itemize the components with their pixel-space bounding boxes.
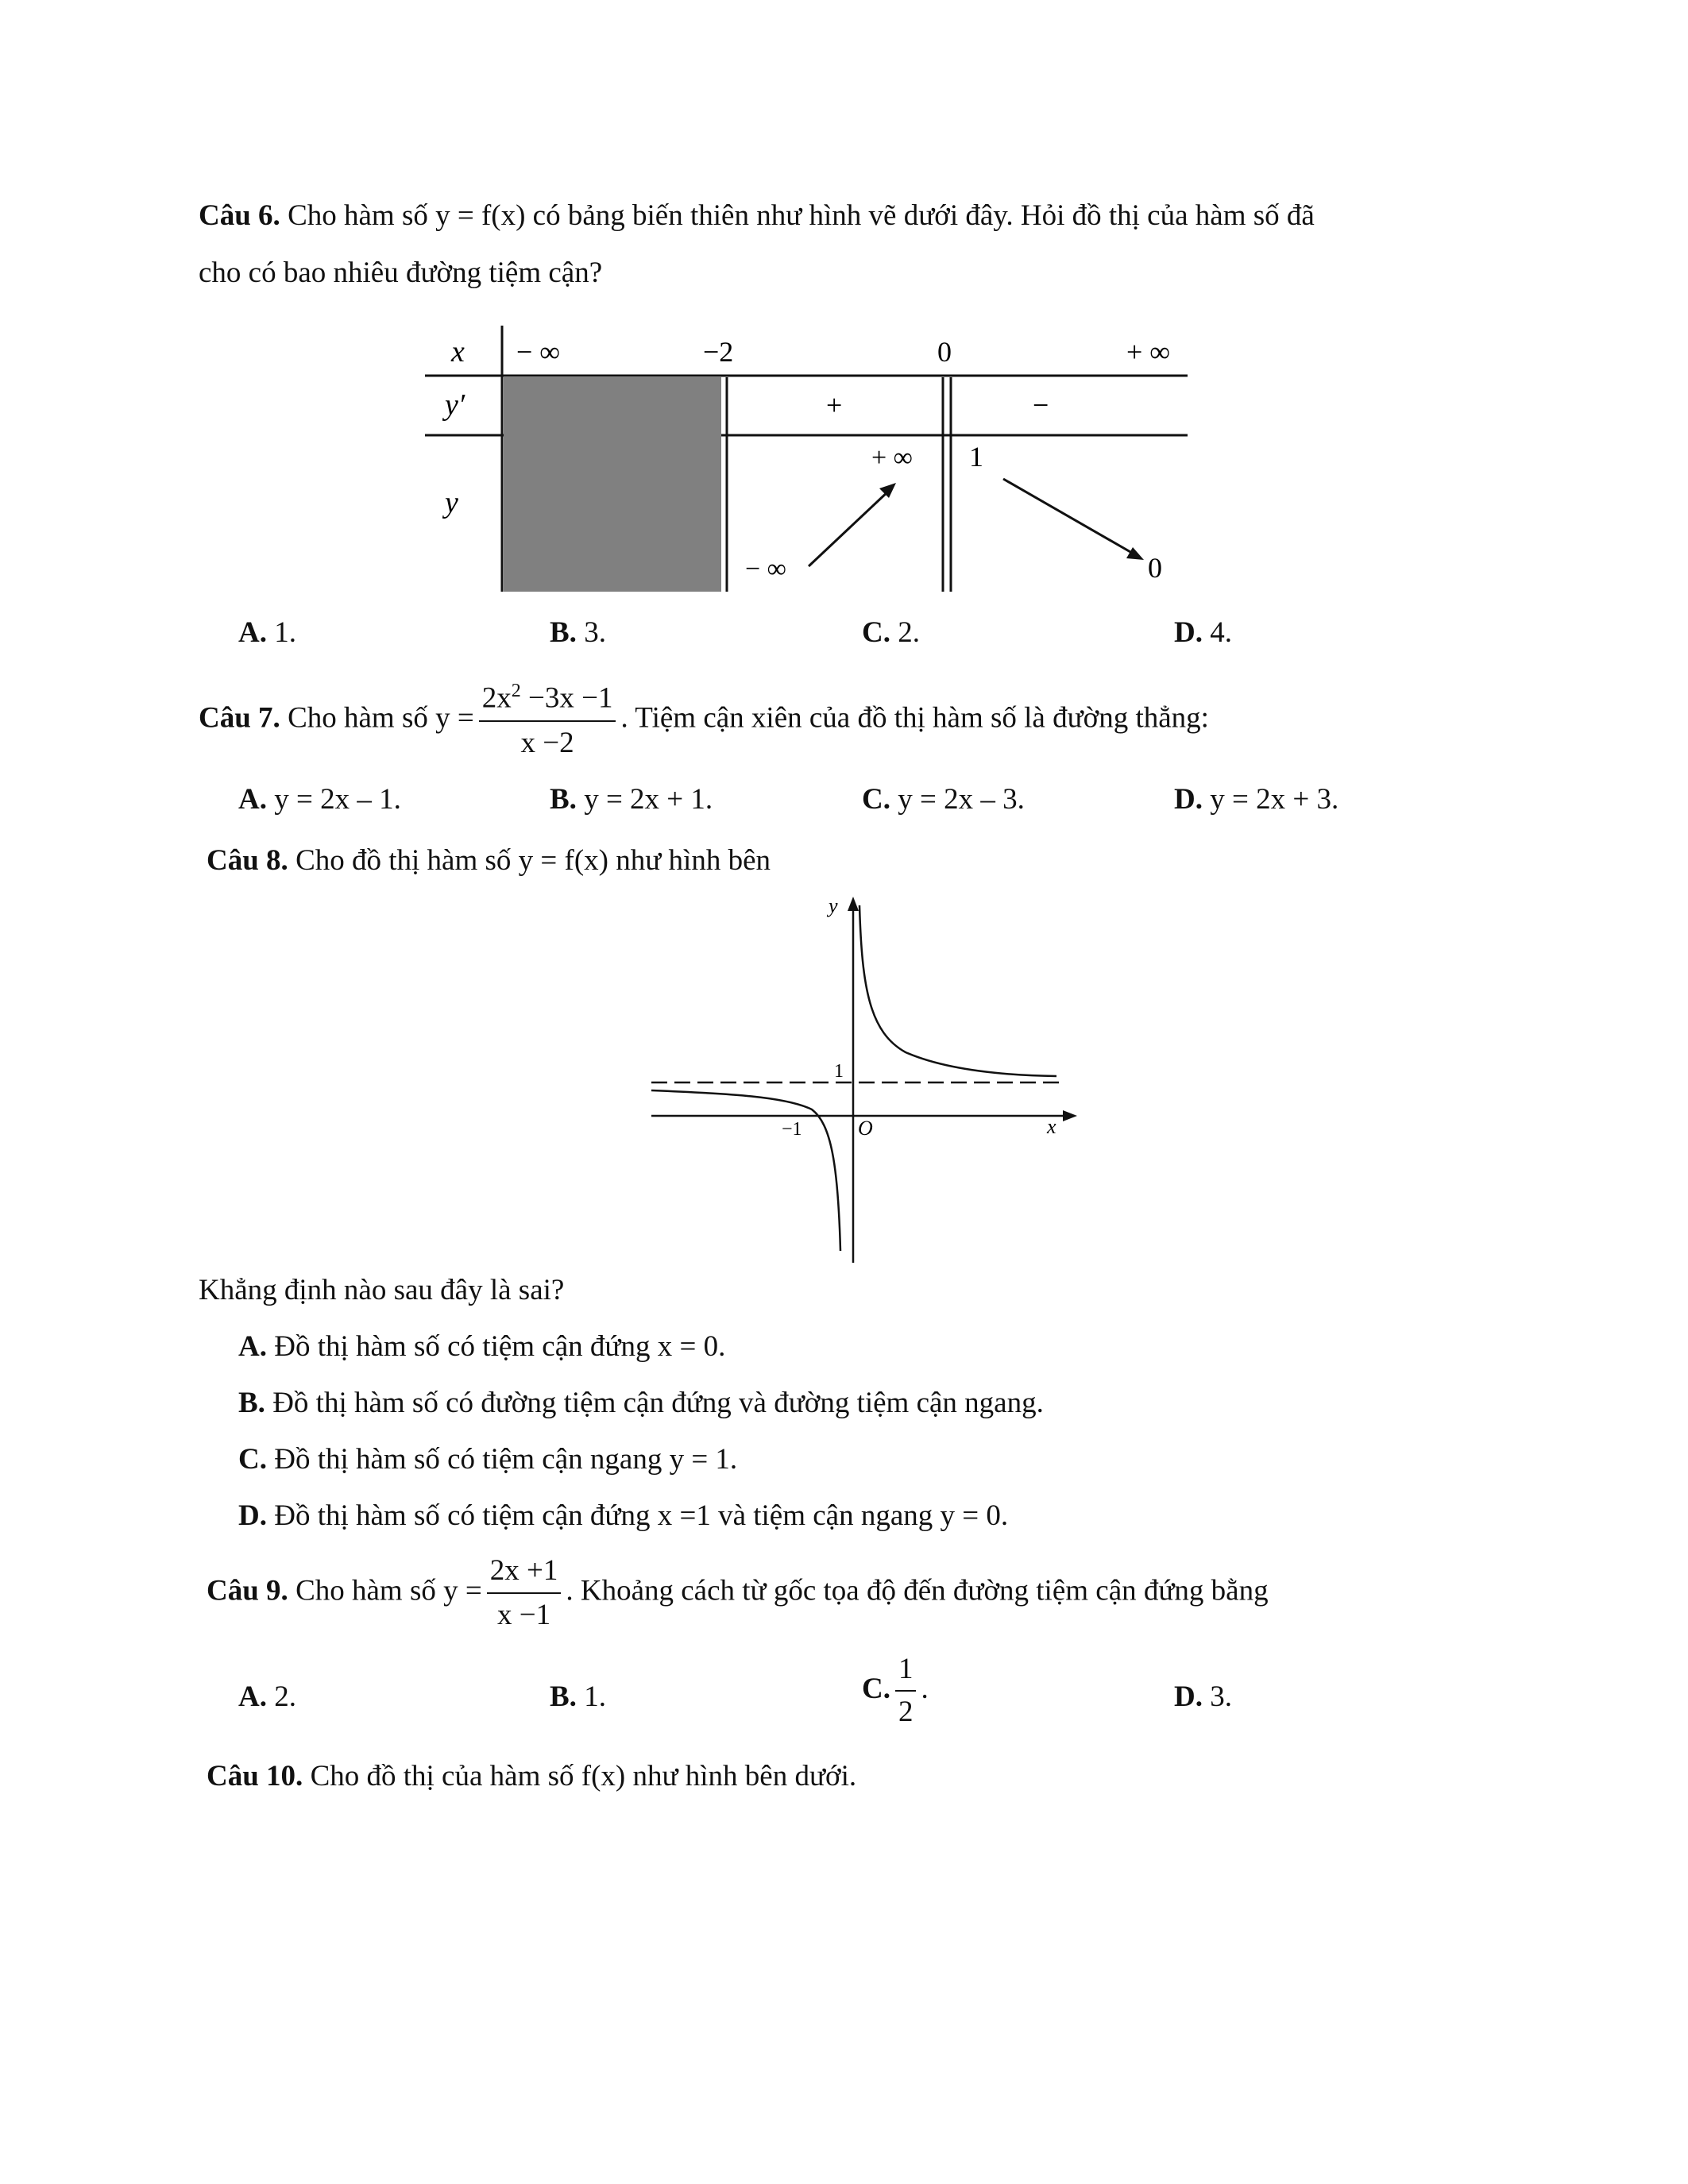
q9-prefix: Cho hàm số y = [288, 1574, 482, 1607]
q7-denominator: x −2 [520, 726, 574, 759]
q6-option-a[interactable]: A. 1. [238, 616, 296, 649]
q9-suffix: . Khoảng cách từ gốc tọa độ đến đường tiệm cận đứng bằng [566, 1574, 1269, 1607]
q6-option-b[interactable]: B. 3. [550, 616, 606, 649]
q8-option-c[interactable]: C. Đồ thị hàm số có tiệm cận ngang y = 1. [238, 1443, 738, 1476]
row-label-y: y [445, 486, 458, 519]
q6-label: Câu 6. [199, 199, 280, 232]
curve-right-branch [859, 905, 1056, 1076]
origin-label: O [858, 1117, 873, 1140]
q6-option-c[interactable]: C. 2. [862, 616, 920, 649]
q6-text-1: Cho hàm số y = f(x) có bảng biến thiên như hình vẽ dưới đây. Hỏi đồ thị của hàm số đã [280, 199, 1315, 232]
q8-graph [635, 893, 1088, 1267]
y-value-pos-inf: + ∞ [871, 443, 913, 473]
y-value-0: 0 [1148, 552, 1162, 584]
q9-line [207, 1553, 1269, 1634]
q6-option-d[interactable]: D. 4. [1174, 616, 1232, 649]
q9-fraction [487, 1553, 562, 1634]
q8-label: Câu 8. [207, 844, 288, 877]
q7-option-c[interactable]: C. y = 2x – 3. [862, 783, 1025, 816]
q7-suffix: . Tiệm cận xiên của đồ thị hàm số là đường thẳng: [620, 701, 1209, 735]
q9-option-a[interactable]: A. 2. [238, 1680, 296, 1713]
q7-label: Câu 7. [199, 701, 280, 735]
yprime-sign-minus: − [1033, 389, 1049, 421]
yprime-sign-plus: + [826, 389, 843, 421]
q9-label: Câu 9. [207, 1574, 288, 1607]
q9-option-c[interactable]: C. $\frac{1}{2}$ . [862, 1652, 929, 1731]
q8-option-a[interactable]: A. Đồ thị hàm số có tiệm cận đứng x = 0. [238, 1330, 726, 1363]
increasing-arrow [809, 490, 890, 566]
x-value-0: 0 [937, 336, 952, 368]
curve-left-branch [651, 1090, 840, 1251]
row-label-yprime: y′ [445, 388, 465, 422]
decreasing-arrow [1003, 479, 1136, 555]
q7-fraction [479, 679, 616, 762]
q10-line [207, 1759, 856, 1793]
q7-line [199, 679, 1209, 762]
row-label-x: x [451, 335, 465, 369]
q9-numerator: 2x +1 [487, 1553, 562, 1594]
q7-option-a[interactable]: A. y = 2x – 1. [238, 783, 401, 816]
x-value-neg-inf: − ∞ [516, 336, 560, 368]
q8-line [207, 843, 771, 878]
q7-numerator: $2x^2 -3x -1$ [479, 679, 616, 722]
q6-line1 [199, 199, 1315, 233]
q7-option-b[interactable]: B. y = 2x + 1. [550, 783, 713, 816]
q6-variation-table [421, 322, 1192, 600]
y-value-1: 1 [969, 441, 983, 473]
q8-option-b[interactable]: B. Đồ thị hàm số có đường tiệm cận đứng và đường tiệm cận ngang. [238, 1387, 1044, 1419]
q10-text: Cho đồ thị của hàm số f(x) như hình bên dưới. [303, 1760, 857, 1792]
q8-text: Cho đồ thị hàm số y = f(x) như hình bên [288, 844, 771, 877]
q9-option-d[interactable]: D. 3. [1174, 1680, 1232, 1713]
q9-option-b[interactable]: B. 1. [550, 1680, 606, 1713]
tick-label-neg1: −1 [782, 1119, 802, 1140]
x-value-neg-2: −2 [703, 336, 734, 368]
x-axis-label: x [1047, 1115, 1056, 1138]
undefined-region-shade [504, 377, 721, 592]
y-value-neg-inf: − ∞ [745, 554, 786, 584]
tick-label-1: 1 [834, 1061, 844, 1082]
q9-option-c-fraction: $\frac{1}{2}$ [895, 1652, 917, 1731]
q10-label: Câu 10. [207, 1760, 303, 1792]
x-value-pos-inf: + ∞ [1126, 336, 1170, 368]
q9-denominator: x −1 [496, 1599, 551, 1632]
q8-option-d[interactable]: D. Đồ thị hàm số có tiệm cận đứng x =1 và tiệm cận ngang y = 0. [238, 1499, 1009, 1532]
y-axis-label: y [829, 894, 838, 917]
q7-option-d[interactable]: D. y = 2x + 3. [1174, 783, 1339, 816]
q7-prefix: Cho hàm số y = [280, 701, 474, 735]
q8-claim: Khẳng định nào sau đây là sai? [199, 1274, 565, 1306]
q6-text-2: cho có bao nhiêu đường tiệm cận? [199, 257, 603, 289]
